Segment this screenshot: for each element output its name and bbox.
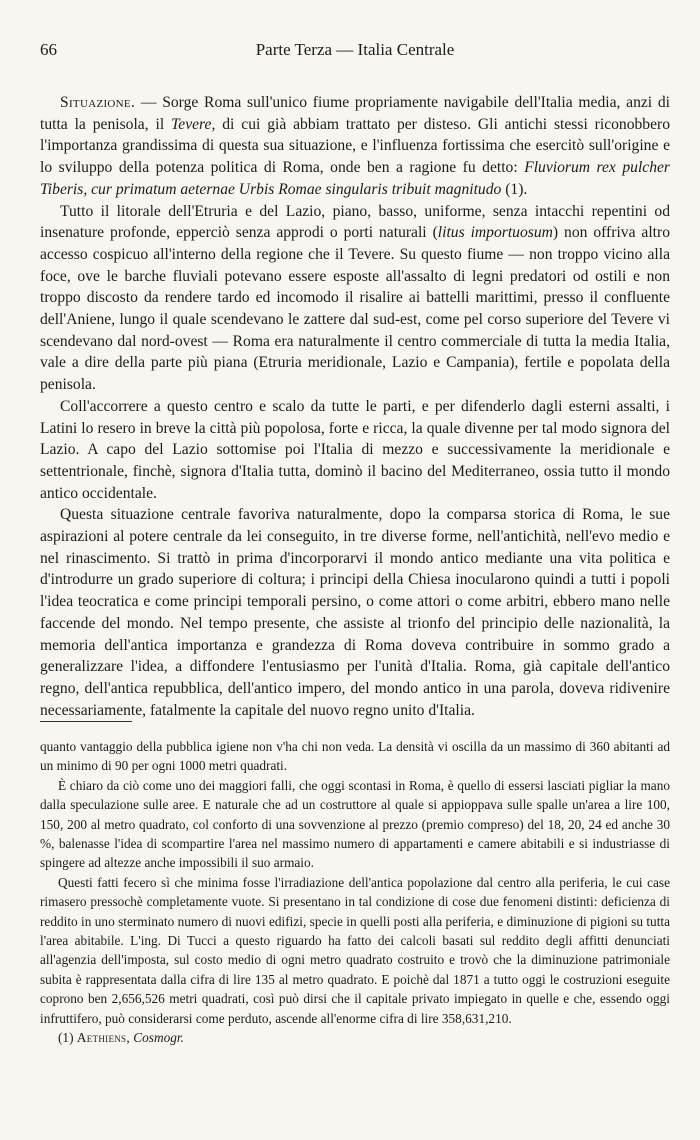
footnotes: [40, 737, 670, 1048]
footnote-number: (1): [58, 1030, 77, 1046]
main-text: [40, 92, 670, 721]
footnote-paragraph: Questi fatti fecero sì che minima fosse l'irradiazione dell'antica popolazione dal centro alla periferia, le cui case rimasero pressochè completamente vuote. Si presentano in tal condizione di cose due fenomeni distinti: deficienza di reddito in uno sterminato numero di nuovi edifizi, specie in quelli posti alla periferia, e diminuzione di pigioni su tutta l'area abitabile. L'ing. Di Tucci a questo riguardo ha fatto dei calcoli basati sul reddito degli affitti denunciati all'agenzia dell'imposta, sul costo medio di ogni metro quadrato costruito e trovò che la diminuzione patrimoniale subita è rappresentata dalla cifra di lire 135 al metro quadrato. E poichè dal 1871 a tutto oggi le costruzioni eseguite coprono ben 2,656,526 metri quadrati, così può dirsi che il capitale privato impiegato in quelle e che, essendo oggi infruttifero, può considerarsi come perduto, ascende all'enorme cifra di lire 358,631,210.: [40, 874, 670, 1026]
footnote-work: Cosmogr.: [129, 1030, 184, 1046]
section-label: Situazione.: [60, 94, 136, 111]
footnote-ref: (1).: [501, 180, 528, 198]
page-number: 66: [40, 40, 57, 59]
text-run: ) non offriva altro accesso cospicuo all'interno della regione che il Tevere. Su questo fiume — non troppo vicino alla foce, ove le barche fluviali potevano essere esposte all'assalto di legni predatori od ostili e non troppo discosto da rendere tardo ed incomodo il risalire ai battelli marittimi, presso il confluente dell'Aniene, lungo il quale scendevano le zattere dal sud-est, come pel corso superiore del Tevere vi scendevano dal nord-ovest — Roma era naturalmente il centro commerciale di tutta la media Italia, vale a dire della parte più piana (Etruria meridionale, Lazio e Campania), fertile e popolata della penisola.: [40, 224, 671, 394]
paragraph-centrale: Questa situazione centrale favoriva naturalmente, dopo la comparsa storica di Roma, le sue aspirazioni al potere centrale da lei conseguito, in tre diverse forme, nell'antichità, nell'evo medio e nel rinascimento. Si trattò in prima d'incorporarvi il mondo antico mediante una vita politica e d'introdurre un grado superiore di coltura; i principi della Chiesa inocularono quindi a tutti i popoli l'idea teocratica e come principi temporali persino, o come attori o come arbitri, ebbero mano nelle faccende del mondo. Nel tempo presente, che assiste al trionfo del principio delle nazionalità, la memoria dell'antica importanza e grandezza di Roma doveva contribuire in sommo grado a generalizzare l'idea, a diffondere l'entusiasmo per l'unità d'Italia. Roma, già capitale dell'antico regno, dell'antica repubblica, dell'antico impero, del mondo antico in una parola, doveva ridivenire necessariamente, fatalmente la capitale del nuovo regno unito d'Italia.: [40, 506, 670, 719]
river-name: Tevere,: [171, 115, 216, 133]
running-title: Parte Terza — Italia Centrale: [255, 40, 455, 59]
text-run: — Sorge Roma sull'unico fiume propriamente navigabile dell'Italia media, anzi di tutta la penisola, il: [40, 94, 670, 133]
footnote-author: Aethiens,: [76, 1030, 130, 1046]
page-header: [40, 40, 670, 64]
text-run: Tutto il litorale dell'Etruria e del Lazio, piano, basso, uniforme, senza intacchi repentini od insenature profonde, epperciò senza approdi o porti naturali (: [40, 202, 670, 242]
footnote-divider: [40, 721, 132, 722]
text-run: di cui già abbiam trattato per disteso. Gli antichi stessi riconobbero l'importanza grandissima di questa sua situazione, e l'influenza fortissima che esercitò sull'origine e lo sviluppo della potenza politica di Roma, onde ben a ragione fu detto:: [40, 115, 671, 177]
footnote-continuation: quanto vantaggio della pubblica igiene non v'ha chi non veda. La densità vi oscilla da un massimo di 360 abitanti ad un minimo di 90 per ogni 1000 metri quadrati.: [40, 739, 670, 774]
latin-phrase: litus importuosum: [437, 224, 553, 242]
paragraph-latini: Coll'accorrere a questo centro e scalo da tutte le parti, e per difenderlo dagli esterni assalti, i Latini lo resero in breve la città più popolosa, forte e ricca, la quale divenne per tal modo signora del Lazio. A capo del Lazio sottomise poi l'Italia di mezzo e successivamente la meridionale e settentrionale, finchè, signora d'Italia tutta, dominò il bacino del Mediterraneo, ossia tutto il mondo antico occidentale.: [40, 397, 670, 502]
paragraph-litorale: [40, 201, 670, 396]
footnote-paragraph: È chiaro da ciò come uno dei maggiori falli, che oggi scontasi in Roma, è quello di essersi lasciati pigliar la mano dalla speculazione sulle aree. E naturale che ad un costruttore al quale si appioppava sulle spalle un'area a lire 100, 150, 200 al metro quadrato, col conforto di una sovvenzione al prezzo (premio compreso) del 18, 20, 24 ed anche 30 %, balenasse l'idea di scompartire l'area nel massimo numero di appartamenti e camere abitabili e si industriasse di spingere ad altezze anche impossibili il suo armaio.: [40, 777, 670, 871]
footnote-1: [40, 1028, 670, 1047]
latin-quote: Fluviorum rex pulcher Tiberis, cur primatum aeternae Urbis Romae singularis tribuit magnitudo: [40, 159, 670, 198]
paragraph-situazione: [40, 92, 670, 201]
